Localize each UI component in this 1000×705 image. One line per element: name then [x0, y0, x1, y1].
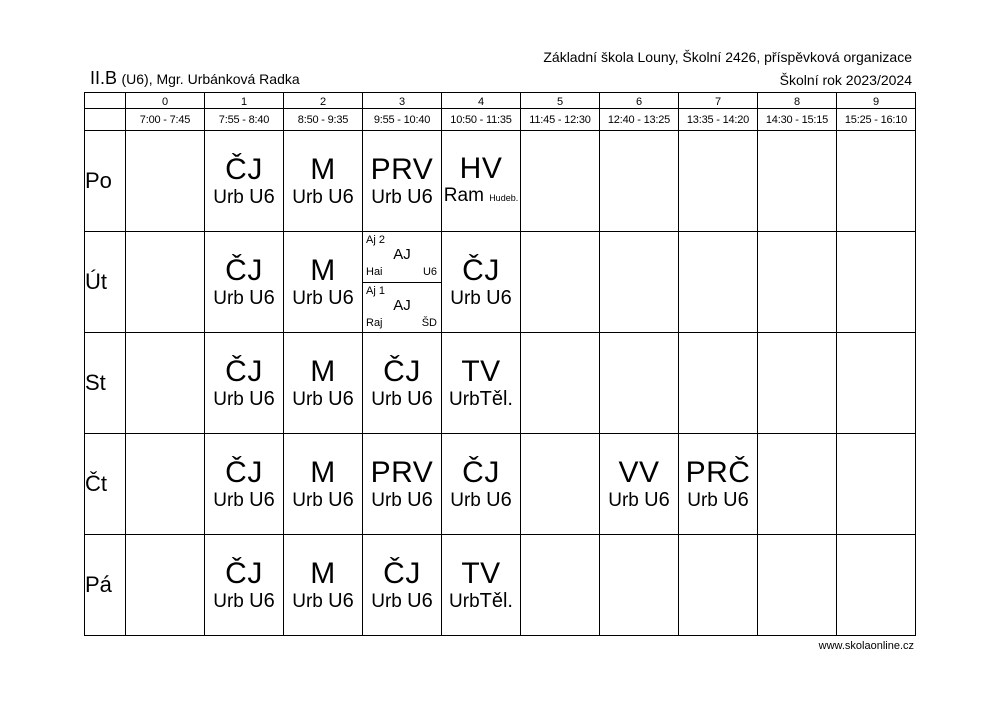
split-lesson [363, 232, 441, 332]
lesson-cell [837, 131, 916, 232]
teacher: Urb [292, 590, 323, 612]
room: U6 [328, 185, 354, 208]
period-time: 7:00 - 7:45 [126, 109, 205, 131]
period-number: 8 [758, 93, 837, 109]
subject: ČJ [383, 556, 421, 590]
subject: TV [461, 556, 501, 590]
teacher: Urb [450, 489, 481, 511]
subject: ČJ [383, 354, 421, 388]
period-number: 1 [205, 93, 284, 109]
lesson-cell [205, 535, 284, 636]
teacher: Urb [450, 287, 481, 309]
lesson-info [284, 489, 362, 512]
lesson-cell [679, 131, 758, 232]
teacher: Raj [366, 316, 383, 329]
lesson-cell [205, 333, 284, 434]
lesson-cell [284, 434, 363, 535]
period-time: 12:40 - 13:25 [600, 109, 679, 131]
period-number: 4 [442, 93, 521, 109]
school-name: Základní škola Louny, Školní 2426, příspěvková organizace [543, 49, 912, 65]
lesson-cell [442, 333, 521, 434]
class-title [90, 68, 300, 89]
group-name: Aj 2 [366, 234, 385, 246]
lesson-info [205, 489, 283, 512]
lesson-cell [363, 434, 442, 535]
lesson-cell [679, 232, 758, 333]
teacher: Hai [366, 266, 383, 278]
lesson-cell [205, 131, 284, 232]
period-number: 5 [521, 93, 600, 109]
lesson-cell [126, 434, 205, 535]
teacher: Ram [443, 185, 484, 206]
lesson-info [363, 186, 441, 209]
day-label: St [85, 333, 126, 434]
room: U6 [407, 185, 433, 208]
room: Těl. [479, 387, 513, 410]
class-detail: (U6), Mgr. Urbánková Radka [121, 71, 300, 87]
lesson-info [600, 489, 678, 512]
subject: M [310, 152, 336, 186]
period-number: 3 [363, 93, 442, 109]
subject: PRV [370, 455, 434, 489]
room: U6 [422, 266, 437, 278]
teacher: Urb [371, 388, 402, 410]
subject: ČJ [225, 455, 263, 489]
subject: ČJ [225, 556, 263, 590]
lesson-cell [442, 535, 521, 636]
lesson-info [442, 489, 520, 512]
lesson-cell [679, 535, 758, 636]
room: U6 [486, 488, 512, 511]
period-number: 2 [284, 93, 363, 109]
group-lesson [363, 232, 441, 282]
lesson-cell [205, 434, 284, 535]
day-label: Út [85, 232, 126, 333]
lesson-cell [363, 333, 442, 434]
subject: PRČ [685, 455, 751, 489]
room: U6 [486, 286, 512, 309]
room: U6 [249, 589, 275, 612]
footer-link: www.skolaonline.cz [818, 640, 914, 652]
teacher: Urb [687, 489, 718, 511]
teacher: Urb [292, 388, 323, 410]
day-row [85, 333, 916, 434]
lesson-info [205, 388, 283, 411]
teacher: Urb [371, 489, 402, 511]
teacher: Urb [371, 590, 402, 612]
room: U6 [407, 589, 433, 612]
lesson-cell [442, 232, 521, 333]
lesson-cell [758, 333, 837, 434]
timetable [84, 92, 916, 636]
lesson-cell [600, 333, 679, 434]
room: U6 [407, 488, 433, 511]
lesson-cell [521, 333, 600, 434]
group-name: Aj 1 [366, 284, 385, 297]
header-corner-bottom [85, 109, 126, 131]
lesson-cell [837, 333, 916, 434]
lesson-cell [600, 232, 679, 333]
day-row [85, 434, 916, 535]
lesson-cell [758, 131, 837, 232]
lesson-cell [837, 232, 916, 333]
lesson-cell [284, 535, 363, 636]
period-time: 11:45 - 12:30 [521, 109, 600, 131]
subject: ČJ [462, 455, 500, 489]
lesson-info [442, 388, 520, 411]
period-time: 7:55 - 8:40 [205, 109, 284, 131]
lesson-info [363, 489, 441, 512]
subject: ČJ [225, 354, 263, 388]
lesson-info [284, 287, 362, 310]
period-time: 10:50 - 11:35 [442, 109, 521, 131]
lesson-cell [284, 232, 363, 333]
lesson-cell [284, 333, 363, 434]
period-number: 0 [126, 93, 205, 109]
lesson-info [363, 388, 441, 411]
lesson-cell [521, 535, 600, 636]
subject: M [310, 455, 336, 489]
lesson-cell [758, 434, 837, 535]
lesson-cell [600, 434, 679, 535]
room: U6 [249, 185, 275, 208]
lesson-cell [758, 232, 837, 333]
teacher: Urb [371, 186, 402, 208]
day-label: Čt [85, 434, 126, 535]
day-row [85, 232, 916, 333]
room: U6 [328, 286, 354, 309]
lesson-cell [126, 535, 205, 636]
class-name: II.B [90, 68, 118, 88]
group-lesson [363, 282, 441, 333]
room: U6 [249, 387, 275, 410]
period-time: 9:55 - 10:40 [363, 109, 442, 131]
period-time: 14:30 - 15:15 [758, 109, 837, 131]
lesson-cell [126, 333, 205, 434]
school-year: Školní rok 2023/2024 [779, 72, 912, 88]
subject: ČJ [225, 152, 263, 186]
subject: AJ [393, 296, 411, 314]
lesson-cell [363, 131, 442, 232]
room: ŠD [421, 316, 437, 329]
lesson-cell [363, 535, 442, 636]
teacher: Urb [449, 590, 480, 612]
teacher: Urb [449, 388, 480, 410]
room: U6 [644, 488, 670, 511]
lesson-cell [600, 535, 679, 636]
subject: PRV [370, 152, 434, 186]
subject: HV [459, 152, 503, 185]
day-label: Pá [85, 535, 126, 636]
period-time: 8:50 - 9:35 [284, 109, 363, 131]
teacher: Urb [292, 287, 323, 309]
teacher: Urb [213, 388, 244, 410]
lesson-cell [126, 131, 205, 232]
lesson-info [284, 590, 362, 613]
room: U6 [328, 589, 354, 612]
teacher: Urb [213, 590, 244, 612]
lesson-cell [284, 131, 363, 232]
lesson-cell [679, 333, 758, 434]
subject: AJ [393, 246, 411, 263]
subject: M [310, 354, 336, 388]
lesson-info [205, 186, 283, 209]
teacher: Urb [292, 489, 323, 511]
lesson-cell [600, 131, 679, 232]
header-corner [85, 93, 126, 109]
room: U6 [723, 488, 749, 511]
room: U6 [249, 286, 275, 309]
lesson-cell [521, 434, 600, 535]
period-number: 7 [679, 93, 758, 109]
room: U6 [328, 387, 354, 410]
room: U6 [249, 488, 275, 511]
lesson-info [205, 590, 283, 613]
lesson-cell [758, 535, 837, 636]
lesson-info [284, 388, 362, 411]
room: U6 [328, 488, 354, 511]
lesson-cell [521, 232, 600, 333]
period-number: 6 [600, 93, 679, 109]
room: Těl. [479, 589, 513, 612]
lesson-cell [442, 434, 521, 535]
lesson-info [284, 186, 362, 209]
day-row [85, 131, 916, 232]
lesson-cell [442, 131, 521, 232]
room: U6 [407, 387, 433, 410]
day-label: Po [85, 131, 126, 232]
lesson-info [442, 287, 520, 310]
lesson-info [442, 185, 520, 209]
teacher: Urb [213, 287, 244, 309]
teacher: Urb [608, 489, 639, 511]
period-time: 13:35 - 14:20 [679, 109, 758, 131]
subject: M [310, 253, 336, 287]
room: Hudeb. [489, 193, 519, 203]
lesson-info [679, 489, 757, 512]
lesson-info [205, 287, 283, 310]
subject: VV [618, 455, 660, 489]
period-number: 9 [837, 93, 916, 109]
subject: ČJ [462, 253, 500, 287]
period-number-row [85, 93, 916, 109]
teacher: Urb [292, 186, 323, 208]
subject: TV [461, 354, 501, 388]
lesson-cell [837, 434, 916, 535]
lesson-info [442, 590, 520, 613]
lesson-cell [837, 535, 916, 636]
lesson-cell [363, 232, 442, 333]
teacher: Urb [213, 186, 244, 208]
lesson-cell [521, 131, 600, 232]
lesson-cell [679, 434, 758, 535]
lesson-info [363, 590, 441, 613]
subject: ČJ [225, 253, 263, 287]
lesson-cell [126, 232, 205, 333]
teacher: Urb [213, 489, 244, 511]
period-time: 15:25 - 16:10 [837, 109, 916, 131]
lesson-cell [205, 232, 284, 333]
period-time-row [85, 109, 916, 131]
day-row [85, 535, 916, 636]
subject: M [310, 556, 336, 590]
